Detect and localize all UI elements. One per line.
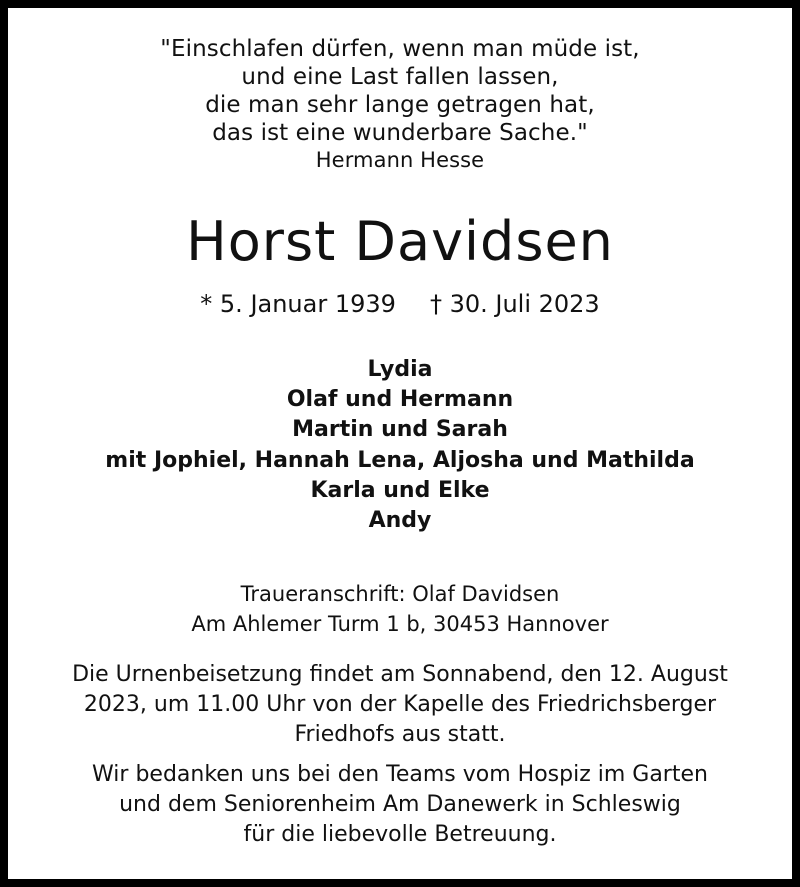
notice-line: 2023, um 11.00 Uhr von der Kapelle des Friedrichsberger [83,692,717,718]
quote-author: Hermann Hesse [315,148,485,172]
thanks-line: für die liebevolle Betreuung. [243,822,557,848]
mourner-line: Karla und Elke [310,477,490,503]
mourner-line: Olaf und Hermann [286,387,514,413]
thanks-note [8,760,792,851]
mourners-list [8,355,792,536]
quote-line: und eine Last fallen lassen, [241,64,559,90]
notice-line: Die Urnenbeisetzung findet am Sonnabend, den 12. August [72,662,728,687]
hesse-quote [8,35,792,174]
deceased-name: Horst Davidsen [186,210,614,273]
burial-notice [8,660,792,751]
quote-line: das ist eine wunderbare Sache." [212,120,588,146]
mourner-line: Lydia [367,357,433,382]
birth-date: * 5. Januar 1939 [200,290,396,318]
quote-line: die man sehr lange getragen hat, [205,92,595,118]
quote-line: "Einschlafen dürfen, wenn man müde ist, [160,36,640,62]
thanks-line: und dem Seniorenheim Am Danewerk in Schleswig [119,792,681,818]
address-line: Traueranschrift: Olaf Davidsen [240,582,560,606]
thanks-line: Wir bedanken uns bei den Teams vom Hospiz im Garten [92,762,708,787]
notice-line: Friedhofs aus statt. [294,722,506,748]
mourner-line: Martin und Sarah [292,417,508,443]
address-line: Am Ahlemer Turm 1 b, 30453 Hannover [191,612,609,636]
mourner-line: mit Jophiel, Hannah Lena, Aljosha und Mathilda [105,447,695,473]
mourning-address [8,579,792,639]
life-dates [8,286,792,322]
death-date: † 30. Juli 2023 [429,290,600,318]
mourner-line: Andy [368,508,432,534]
